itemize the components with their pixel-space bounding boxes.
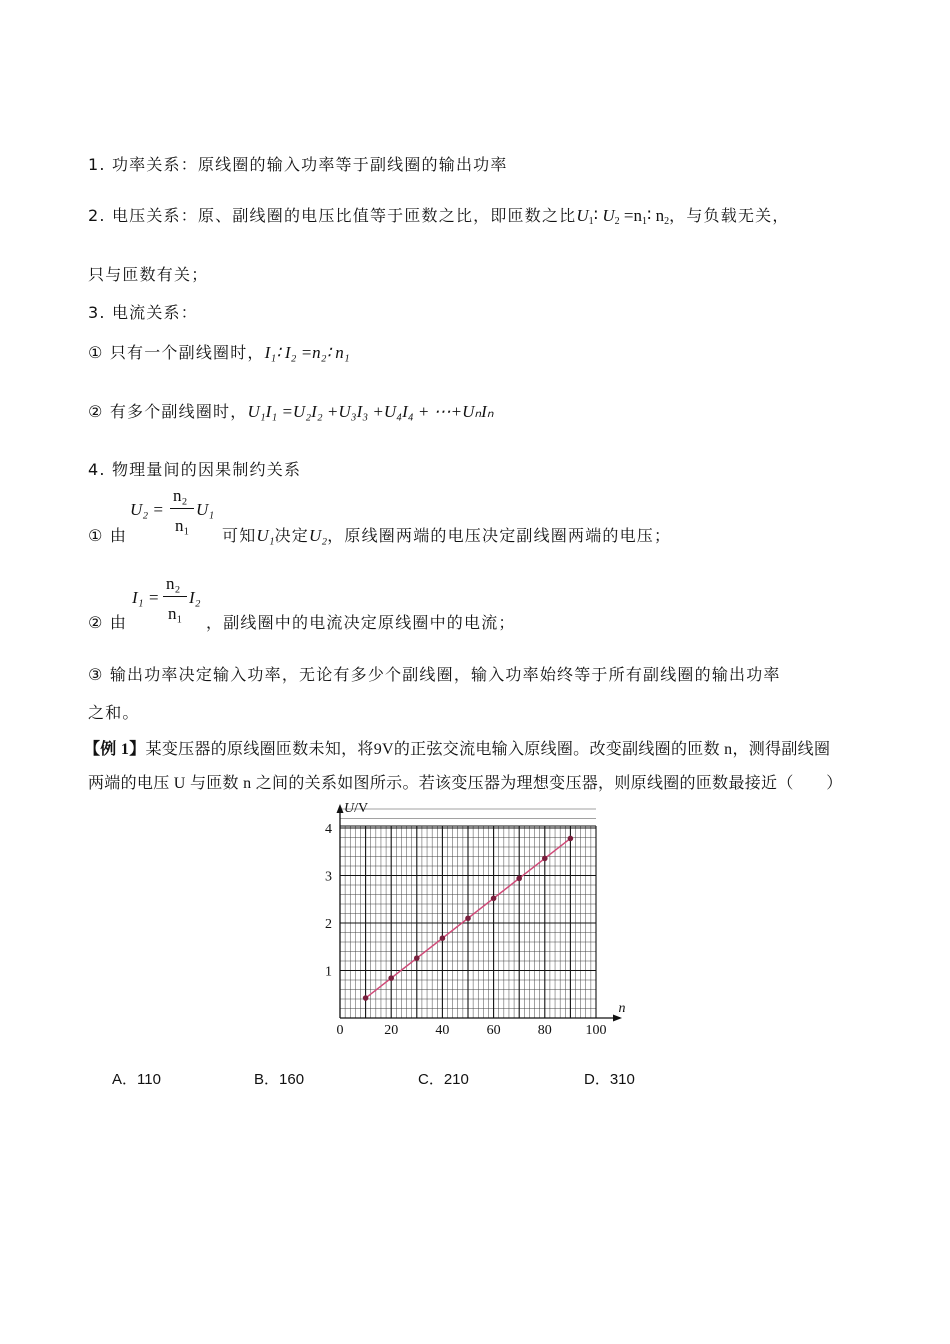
y-tick-label: 4 xyxy=(325,822,332,837)
u-n-chart xyxy=(318,798,638,1043)
option-b[interactable]: B．160 xyxy=(254,1071,305,1088)
para-causal-heading: 4. 物理量间的因果制约关系 xyxy=(88,460,302,479)
option-a[interactable]: A．110 xyxy=(112,1071,161,1088)
para-causal-1: ① 由 xyxy=(88,526,128,545)
data-point xyxy=(465,915,471,921)
x-tick-label: 0 xyxy=(336,1023,344,1038)
para-voltage xyxy=(88,203,790,227)
example-tag: 【例 1】 xyxy=(84,741,146,758)
current-multi-formula: U₁I₁ =U₂I₂ +U₃I₃ +U₄I₄ + ⋯+UₙIₙ xyxy=(247,402,494,421)
x-tick-label: 80 xyxy=(537,1023,552,1038)
option-d[interactable]: D．310 xyxy=(584,1071,635,1088)
example-line-1: 【例 1】某变压器的原线圈匝数未知，将9V的正弦交流电输入原线圈。改变副线圈的匝数 n，测得副线圈 xyxy=(84,741,831,758)
x-tick-label: 60 xyxy=(486,1023,501,1038)
para-current-multi: ② 有多个副线圈时，U₁I₁ =U₂I₂ +U₃I₃ +U₄I₄ + ⋯+UₙIₙ xyxy=(88,402,494,421)
x-tick-label: 20 xyxy=(384,1023,399,1038)
grid-major xyxy=(340,826,596,1018)
data-point xyxy=(516,876,522,882)
y-axis-label: U/V xyxy=(344,801,369,816)
x-tick-label: 40 xyxy=(435,1023,450,1038)
data-point xyxy=(440,935,446,941)
y-tick-label: 2 xyxy=(325,917,332,932)
para-causal-1-tail: 可知U₁决定U₂，原线圈两端的电压决定副线圈两端的电压； xyxy=(222,526,672,545)
y-axis-arrow xyxy=(337,804,344,813)
y-tick-label: 1 xyxy=(325,964,332,980)
fraction-current: I₁ = n₂ n₁ I₂ xyxy=(132,574,201,623)
option-c[interactable]: C．210 xyxy=(418,1071,469,1088)
example-line-2: 两端的电压 U 与匝数 n 之间的关系如图所示。若该变压器为理想变压器，则原线圈的匝数最接近（ ） xyxy=(88,775,843,792)
para-current-single: ① 只有一个副线圈时，I₁∶ I₂ =n₂∶ n₁ xyxy=(88,343,350,362)
para-power: 1. 功率关系：原线圈的输入功率等于副线圈的输出功率 xyxy=(88,155,508,174)
fraction-voltage: U₂ = n₂ n₁ U₁ xyxy=(130,486,215,535)
current-single-formula: I₁∶ I₂ =n₂∶ n₁ xyxy=(264,343,350,362)
fraction-bar xyxy=(170,508,194,509)
data-point xyxy=(568,836,574,842)
x-tick-label: 100 xyxy=(585,1023,607,1038)
y-tick-label: 3 xyxy=(325,869,332,885)
data-point xyxy=(542,856,548,862)
para-power-decide-cont: 之和。 xyxy=(88,703,140,722)
data-point xyxy=(491,896,497,902)
para-power-decide: ③ 输出功率决定输入功率，无论有多少个副线圈，输入功率始终等于所有副线圈的输出功率 xyxy=(88,665,781,684)
fraction-bar xyxy=(163,596,187,597)
voltage-text: 2. 电压关系：原、副线圈的电压比值等于匝数之比，即匝数之比 xyxy=(88,206,577,225)
data-point xyxy=(363,995,369,1001)
para-causal-2-tail: ，副线圈中的电流决定原线圈中的电流； xyxy=(206,613,516,632)
data-point xyxy=(388,975,394,981)
data-point xyxy=(414,955,420,961)
voltage-tail: ，与负载无关， xyxy=(669,206,790,225)
voltage-formula: $U_1∶$ $U_2$ $=n_1∶$ $n_2$ xyxy=(576,206,670,227)
para-causal-2: ② 由 xyxy=(88,613,128,632)
x-axis-label: n xyxy=(618,1001,626,1016)
para-voltage-cont: 只与匝数有关； xyxy=(88,265,209,284)
para-current-heading: 3. 电流关系： xyxy=(88,303,198,322)
axes xyxy=(337,804,623,1022)
